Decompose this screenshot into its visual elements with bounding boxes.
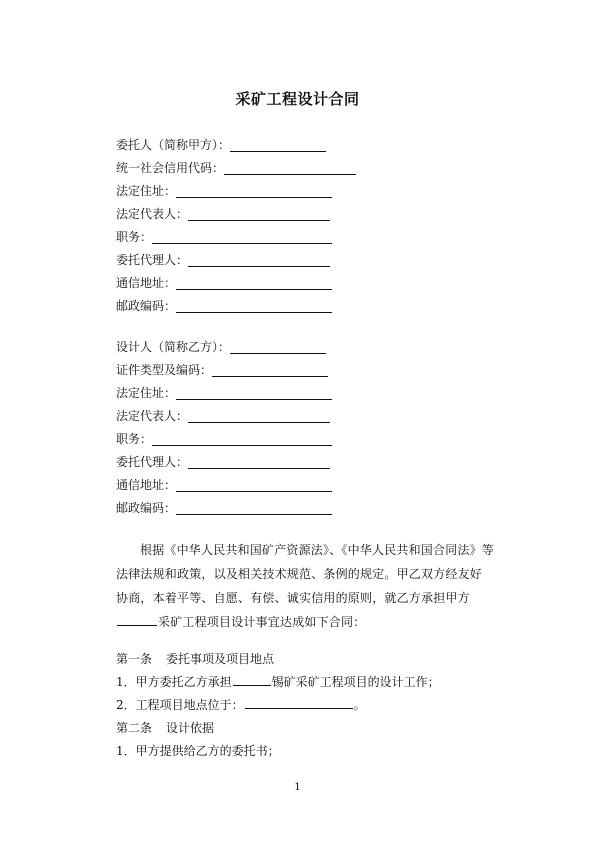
party-b-agent-label: 委托代理人： bbox=[116, 455, 189, 469]
party-b-position-label: 职务： bbox=[116, 432, 153, 446]
article-1-item-2-suffix: 。 bbox=[353, 698, 366, 712]
mine-name-blank bbox=[233, 673, 271, 686]
party-a-credit-code-blank bbox=[224, 161, 356, 175]
article-1-item-2-prefix: 2．工程项目地点位于： bbox=[116, 698, 244, 712]
party-a-postcode-blank bbox=[176, 299, 332, 313]
party-a-client-field bbox=[116, 136, 326, 154]
intro-paragraph bbox=[116, 538, 494, 634]
party-a-address-field bbox=[116, 182, 332, 200]
party-a-agent-blank bbox=[188, 253, 330, 267]
party-a-address-label: 法定住址： bbox=[116, 184, 177, 198]
party-b-postcode-blank bbox=[176, 501, 332, 515]
article-2-heading bbox=[116, 719, 214, 737]
party-a-postcode-field bbox=[116, 297, 332, 315]
project-location-blank bbox=[245, 696, 353, 709]
party-a-position-field bbox=[116, 228, 332, 246]
party-a-mail-address-field bbox=[116, 274, 332, 292]
party-a-legal-rep-blank bbox=[188, 207, 330, 221]
party-a-client-label: 委托人（简称甲方）： bbox=[116, 138, 231, 152]
party-b-mail-address-label: 通信地址： bbox=[116, 478, 177, 492]
party-a-legal-rep-label: 法定代表人： bbox=[116, 207, 189, 221]
article-2-item-1 bbox=[116, 742, 280, 760]
party-a-client-blank bbox=[230, 138, 326, 152]
party-b-address-field bbox=[116, 384, 332, 402]
party-a-legal-rep-field bbox=[116, 205, 330, 223]
article-1-number: 第一条 bbox=[116, 652, 153, 666]
party-a-mail-address-label: 通信地址： bbox=[116, 276, 177, 290]
article-1-heading bbox=[116, 650, 274, 668]
party-b-agent-blank bbox=[188, 455, 330, 469]
article-1-title: 委托事项及项目地点 bbox=[166, 652, 275, 666]
party-b-agent-field bbox=[116, 453, 330, 471]
party-a-credit-code-field bbox=[116, 159, 356, 177]
party-a-position-blank bbox=[152, 230, 332, 244]
party-a-position-label: 职务： bbox=[116, 230, 153, 244]
party-b-legal-rep-label: 法定代表人： bbox=[116, 409, 189, 423]
page-number: 1 bbox=[294, 782, 301, 793]
party-a-agent-label: 委托代理人： bbox=[116, 253, 189, 267]
party-b-id-type-label: 证件类型及编码： bbox=[116, 363, 213, 377]
party-b-legal-rep-field bbox=[116, 407, 330, 425]
article-1-item-1-suffix: 锡矿采矿工程项目的设计工作； bbox=[271, 675, 440, 689]
party-a-mail-address-blank bbox=[176, 276, 332, 290]
party-a-agent-field bbox=[116, 251, 330, 269]
party-b-postcode-label: 邮政编码： bbox=[116, 501, 177, 515]
party-b-designer-blank bbox=[230, 340, 326, 354]
party-a-address-blank bbox=[176, 184, 332, 198]
party-b-mail-address-field bbox=[116, 476, 332, 494]
party-b-postcode-field bbox=[116, 499, 332, 517]
project-name-blank bbox=[117, 613, 157, 626]
article-1-item-2 bbox=[116, 696, 366, 714]
party-b-position-field bbox=[116, 430, 332, 448]
intro-text-part1: 根据《中华人民共和国矿产资源法》、《中华人民共和国合同法》等法律法规和政策，以及相关技术规范、条例的规定。甲乙双方经友好协商，本着平等、自愿、有偿、诚实信用的原则，就乙方承担甲方 bbox=[116, 543, 495, 605]
party-b-position-blank bbox=[152, 432, 332, 446]
article-1-item-1-prefix: 1．甲方委托乙方承担 bbox=[116, 675, 232, 689]
party-a-postcode-label: 邮政编码： bbox=[116, 299, 177, 313]
document-title: 采矿工程设计合同 bbox=[235, 90, 360, 108]
party-b-address-blank bbox=[176, 386, 332, 400]
article-2-item-1-text: 1．甲方提供给乙方的委托书； bbox=[116, 744, 280, 758]
party-b-id-type-field bbox=[116, 361, 328, 379]
article-2-title: 设计依据 bbox=[166, 721, 215, 735]
article-1-item-1 bbox=[116, 673, 440, 691]
party-a-credit-code-label: 统一社会信用代码： bbox=[116, 161, 225, 175]
intro-text-part2: 采矿工程项目设计事宜达成如下合同： bbox=[158, 615, 366, 629]
party-b-designer-label: 设计人（简称乙方）： bbox=[116, 340, 231, 354]
party-b-address-label: 法定住址： bbox=[116, 386, 177, 400]
party-b-legal-rep-blank bbox=[188, 409, 330, 423]
party-b-designer-field bbox=[116, 338, 326, 356]
party-b-mail-address-blank bbox=[176, 478, 332, 492]
article-2-number: 第二条 bbox=[116, 721, 153, 735]
party-b-id-type-blank bbox=[212, 363, 328, 377]
